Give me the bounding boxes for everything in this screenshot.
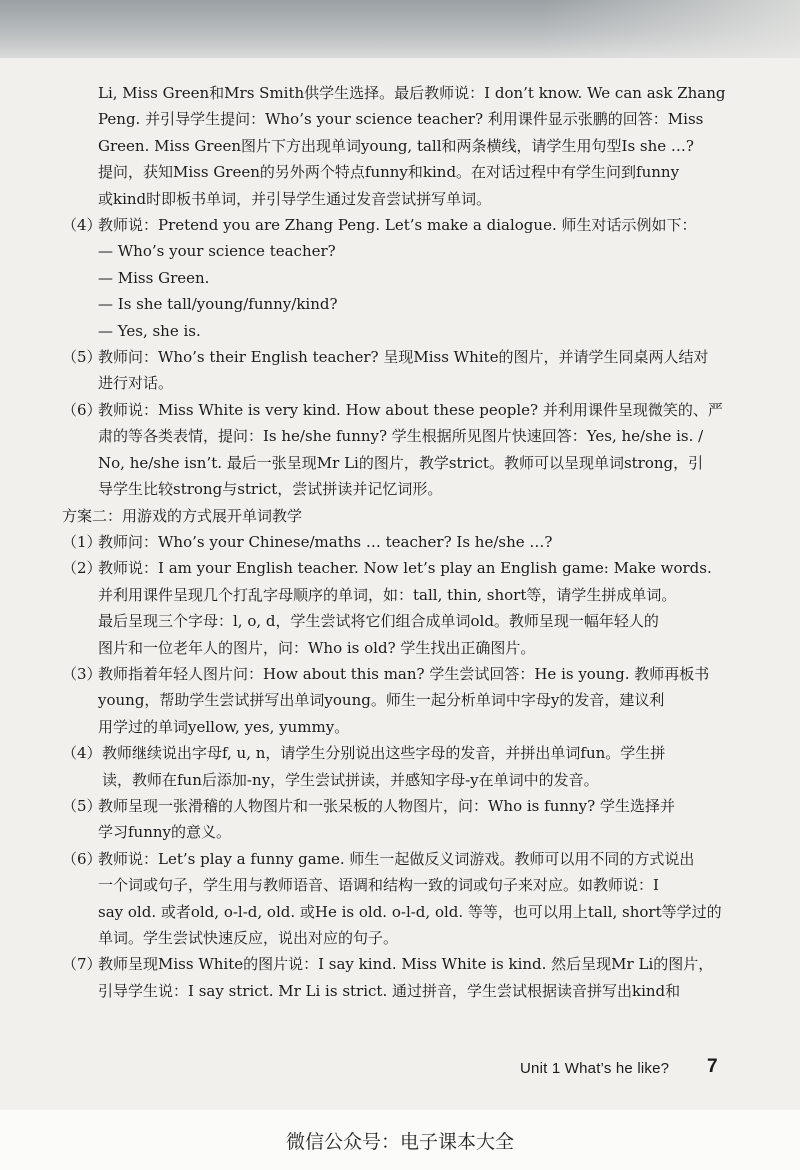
header-image-band <box>0 0 800 58</box>
text-line: 导学生比较strong与strict，尝试拼读并记忆词形。 <box>98 480 443 499</box>
dialogue-line: — Miss Green. <box>98 268 210 287</box>
plan2-step-4 <box>62 740 726 793</box>
intro-paragraph <box>62 80 726 212</box>
plan2-step-6 <box>62 846 726 952</box>
text-line: 进行对话。 <box>98 374 174 393</box>
text-line: 教师说：Miss White is very kind. How about these people? 并利用课件呈现微笑的、严 <box>98 400 723 419</box>
plan2-step-5 <box>62 793 726 846</box>
text-line: Peng. 并引导学生提问：Who’s your science teacher? 利用课件显示张鹏的回答：Miss <box>98 110 704 129</box>
text-line: young，帮助学生尝试拼写出单词young。师生一起分析单词中字母y的发音，建议利 <box>98 691 665 710</box>
text-line: 提问，获知Miss Green的另外两个特点funny和kind。在对话过程中有学生问到funny <box>98 163 680 182</box>
text-line: 单词。学生尝试快速反应，说出对应的句子。 <box>98 929 399 947</box>
text-line: 教师呈现Miss White的图片说：I say kind. Miss White is kind. 然后呈现Mr Li的图片， <box>98 955 714 974</box>
text-line: 教师问：Who’s your Chinese/maths … teacher? Is he/she …? <box>98 532 553 551</box>
text-line: 一个词或句子，学生用与教师语音、语调和结构一致的词或句子来对应。如教师说：I <box>98 876 659 895</box>
step-number: （3） <box>62 664 102 683</box>
step-number: （4） <box>62 744 102 763</box>
step-number: （7） <box>62 955 102 974</box>
step-number: （5） <box>62 796 102 815</box>
plan2-step-7 <box>62 951 726 1004</box>
text-line: say old. 或者old, o-l-d, old. 或He is old. o-l-d, old. 等等，也可以用上tall, short等学过的 <box>98 902 722 921</box>
text-line: 教师问：Who’s their English teacher? 呈现Miss White的图片，并请学生同桌两人结对 <box>98 348 709 367</box>
dialogue-line: — Yes, she is. <box>98 321 201 340</box>
step-number: （2） <box>62 559 102 578</box>
plan2-step-3 <box>62 661 726 740</box>
step-4 <box>62 212 726 344</box>
step-number: （5） <box>62 348 102 367</box>
text-line: 教师说：Let’s play a funny game. 师生一起做反义词游戏。教师可以用不同的方式说出 <box>98 849 695 868</box>
step-number: （6） <box>62 400 102 419</box>
text-line: Li, Miss Green和Mrs Smith供学生选择。最后教师说：I don’t know. We can ask Zhang <box>98 84 726 102</box>
text-line: 并利用课件呈现几个打乱字母顺序的单词，如：tall, thin, short等，请学生拼成单词。 <box>98 585 677 604</box>
page-body <box>62 80 726 1004</box>
text-line: 教师指着年轻人图片问：How about this man? 学生尝试回答：He is young. 教师再板书 <box>98 664 710 683</box>
dialogue-line: — Who’s your science teacher? <box>98 242 336 261</box>
step-number: （4） <box>62 216 102 235</box>
step-number: （1） <box>62 532 102 551</box>
step-6 <box>62 397 726 503</box>
text-line: Green. Miss Green图片下方出现单词young, tall和两条横线，请学生用句型Is she …? <box>98 136 694 155</box>
dialogue-line: — Is she tall/young/funny/kind? <box>98 295 338 314</box>
footer-unit-title: Unit 1 What’s he like? <box>520 1060 670 1077</box>
plan-2-heading: 方案二：用游戏的方式展开单词教学 <box>62 506 303 525</box>
text-line: 肃的等各类表情，提问：Is he/she funny? 学生根据所见图片快速回答：Yes, he/she is. / <box>98 427 704 446</box>
step-number: （6） <box>62 849 102 868</box>
plan2-step-2 <box>62 555 726 661</box>
text-line: 学习funny的意义。 <box>98 823 232 842</box>
text-line: 教师说：Pretend you are Zhang Peng. Let’s make a dialogue. 师生对话示例如下： <box>98 216 697 235</box>
plan2-step-1 <box>62 529 726 555</box>
text-line: 引导学生说：I say strict. Mr Li is strict. 通过拼音，学生尝试根据读音拼写出kind和 <box>98 981 681 1000</box>
text-line: 用学过的单词yellow, yes, yummy。 <box>98 717 350 736</box>
page-number: 7 <box>707 1056 718 1077</box>
text-line: No, he/she isn’t. 最后一张呈现Mr Li的图片，教学strict。教师可以呈现单词strong，引 <box>98 453 704 472</box>
watermark-text: 微信公众号：电子课本大全 <box>285 1131 514 1153</box>
text-line: 读，教师在fun后添加-ny，学生尝试拼读，并感知字母-y在单词中的发音。 <box>102 770 599 789</box>
text-line: 最后呈现三个字母：l, o, d，学生尝试将它们组合成单词old。教师呈现一幅年轻人的 <box>98 612 659 631</box>
text-line: 教师呈现一张滑稽的人物图片和一张呆板的人物图片，问：Who is funny? 学生选择并 <box>98 796 675 815</box>
text-line: 教师继续说出字母f, u, n，请学生分别说出这些字母的发音，并拼出单词fun。学生拼 <box>102 744 666 763</box>
text-line: 或kind时即板书单词，并引导学生通过发音尝试拼写单词。 <box>98 189 492 208</box>
text-line: 图片和一位老年人的图片，问：Who is old? 学生找出正确图片。 <box>98 638 536 657</box>
text-line: 教师说：I am your English teacher. Now let’s play an English game: Make words. <box>98 559 712 578</box>
step-5 <box>62 344 726 397</box>
